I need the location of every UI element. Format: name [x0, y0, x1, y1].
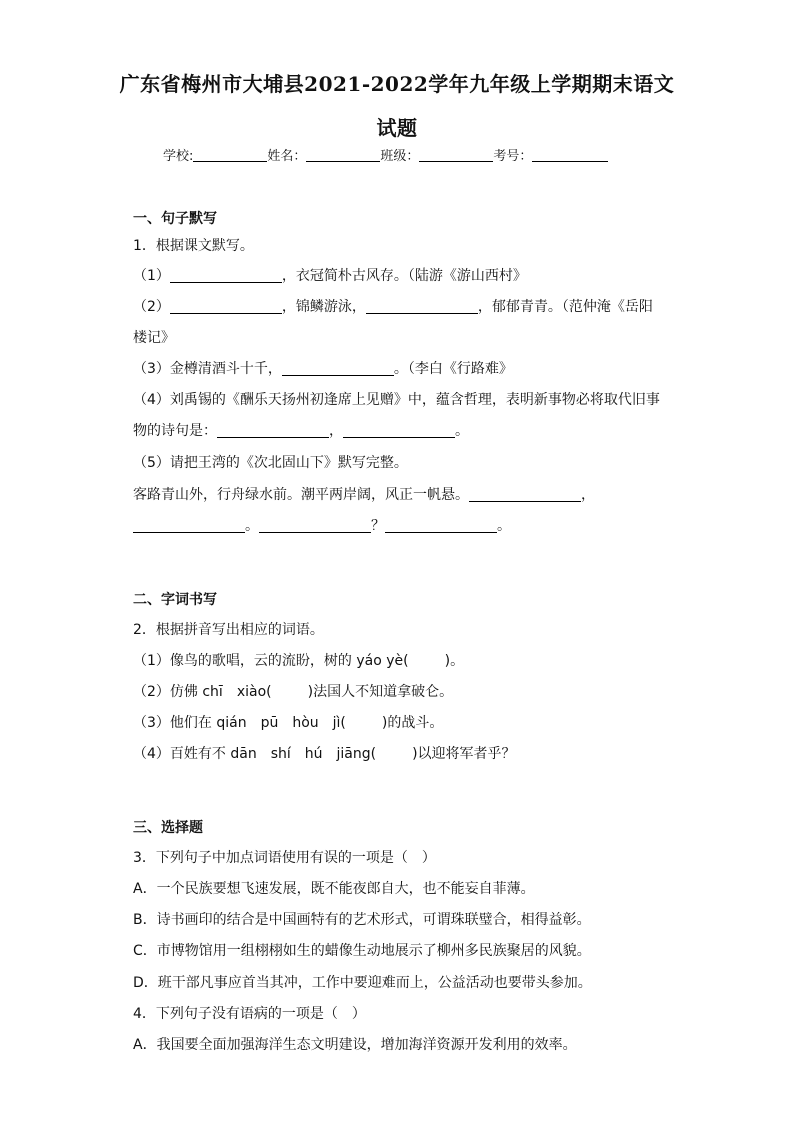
exam-no-label: 考号： [493, 149, 533, 164]
answer-blank[interactable] [366, 297, 478, 314]
q3-option-c[interactable]: C．市博物馆用一组栩栩如生的蜡像生动地展示了柳州多民族聚居的风貌。 [133, 943, 591, 959]
answer-blank[interactable] [170, 266, 282, 283]
q1-stem: 1．根据课文默写。 [133, 238, 254, 254]
section-heading-3: 三、选择题 [133, 820, 203, 836]
item-text: （4）百姓有不 dān shí hú jiāng( [133, 746, 377, 762]
exam-title-line2: 试题 [376, 116, 418, 140]
item-text: 。 [245, 518, 259, 534]
school-label: 学校: [163, 149, 194, 164]
section-heading-2: 二、字词书写 [133, 592, 217, 608]
item-text: )法国人不知道拿破仑。 [307, 684, 454, 700]
q1-item-5-cont [133, 515, 511, 535]
q3-option-b[interactable]: B．诗书画印的结合是中国画特有的艺术形式，可谓珠联璧合，相得益彰。 [133, 912, 591, 928]
q1-item-2 [133, 296, 653, 316]
answer-blank[interactable] [170, 297, 282, 314]
school-blank[interactable] [193, 147, 267, 162]
q1-item-5: （5）请把王湾的《次北固山下》默写完整。 [133, 455, 408, 471]
item-text: （2）仿佛 chī xiào( [133, 684, 272, 700]
q1-item-1 [133, 265, 527, 285]
q2-item-4 [133, 743, 516, 763]
item-text: （1）像鸟的歌唱，云的流盼，树的 yáo yè( [133, 653, 409, 669]
answer-blank[interactable] [133, 516, 245, 533]
name-blank[interactable] [306, 147, 380, 162]
item-text: ，郁郁青青。（范仲淹《岳阳 [477, 299, 653, 315]
item-text: 。 [497, 518, 511, 534]
q1-item-5-poem [133, 484, 595, 504]
exam-title-line1: 广东省梅州市大埔县2021-2022学年九年级上学期期末语文 [119, 72, 675, 96]
item-text: 。 [455, 423, 469, 439]
q4-stem: 4．下列句子没有语病的一项是（ ） [133, 1006, 366, 1022]
item-text: ？ [371, 518, 385, 534]
item-text: （3）金樽清酒斗十千， [133, 361, 282, 377]
item-text: ， [581, 487, 595, 503]
item-text: 物的诗句是： [133, 423, 217, 439]
q2-item-3 [133, 712, 443, 732]
q1-item-2-cont: 楼记》 [133, 330, 175, 346]
answer-blank[interactable] [385, 516, 497, 533]
answer-blank[interactable] [343, 421, 455, 438]
item-text: 。（李白《行路难》 [393, 361, 513, 377]
answer-blank[interactable] [259, 516, 371, 533]
student-info-row [163, 145, 608, 164]
name-label: 姓名： [267, 149, 307, 164]
q1-item-3 [133, 358, 513, 378]
q4-option-a[interactable]: A．我国要全面加强海洋生态文明建设，增加海洋资源开发利用的效率。 [133, 1037, 577, 1053]
item-text: )的战斗。 [381, 715, 444, 731]
item-text: )以迎将军者乎？ [412, 746, 516, 762]
answer-blank[interactable] [282, 359, 394, 376]
item-number: （2） [133, 299, 170, 315]
q2-item-1 [133, 650, 464, 670]
q3-stem: 3．下列句子中加点词语使用有误的一项是（ ） [133, 850, 436, 866]
poem-text: 客路青山外，行舟绿水前。潮平两岸阔，风正一帆悬。 [133, 487, 469, 503]
answer-blank[interactable] [469, 485, 581, 502]
item-number: （1） [133, 268, 170, 284]
class-blank[interactable] [419, 147, 493, 162]
item-text: ，锦鳞游泳， [281, 299, 366, 315]
q1-item-4-cont [133, 420, 469, 440]
section-heading-1: 一、句子默写 [133, 211, 217, 227]
q2-item-2 [133, 681, 453, 701]
q3-option-a[interactable]: A．一个民族要想飞速发展，既不能夜郎自大，也不能妄自菲薄。 [133, 881, 535, 897]
answer-blank[interactable] [217, 421, 329, 438]
item-text: ，衣冠简朴古风存。（陆游《游山西村》 [281, 268, 527, 284]
item-text: ， [329, 423, 343, 439]
item-text: )。 [444, 653, 465, 669]
q2-stem: 2．根据拼音写出相应的词语。 [133, 622, 324, 638]
class-label: 班级： [380, 149, 420, 164]
exam-no-blank[interactable] [532, 147, 608, 162]
item-text: （3）他们在 qián pū hòu jì( [133, 715, 346, 731]
q3-option-d[interactable]: D．班干部凡事应首当其冲，工作中要迎难而上，公益活动也要带头参加。 [133, 975, 592, 991]
q1-item-4: （4）刘禹锡的《酬乐天扬州初逢席上见赠》中，蕴含哲理，表明新事物必将取代旧事 [133, 392, 660, 408]
